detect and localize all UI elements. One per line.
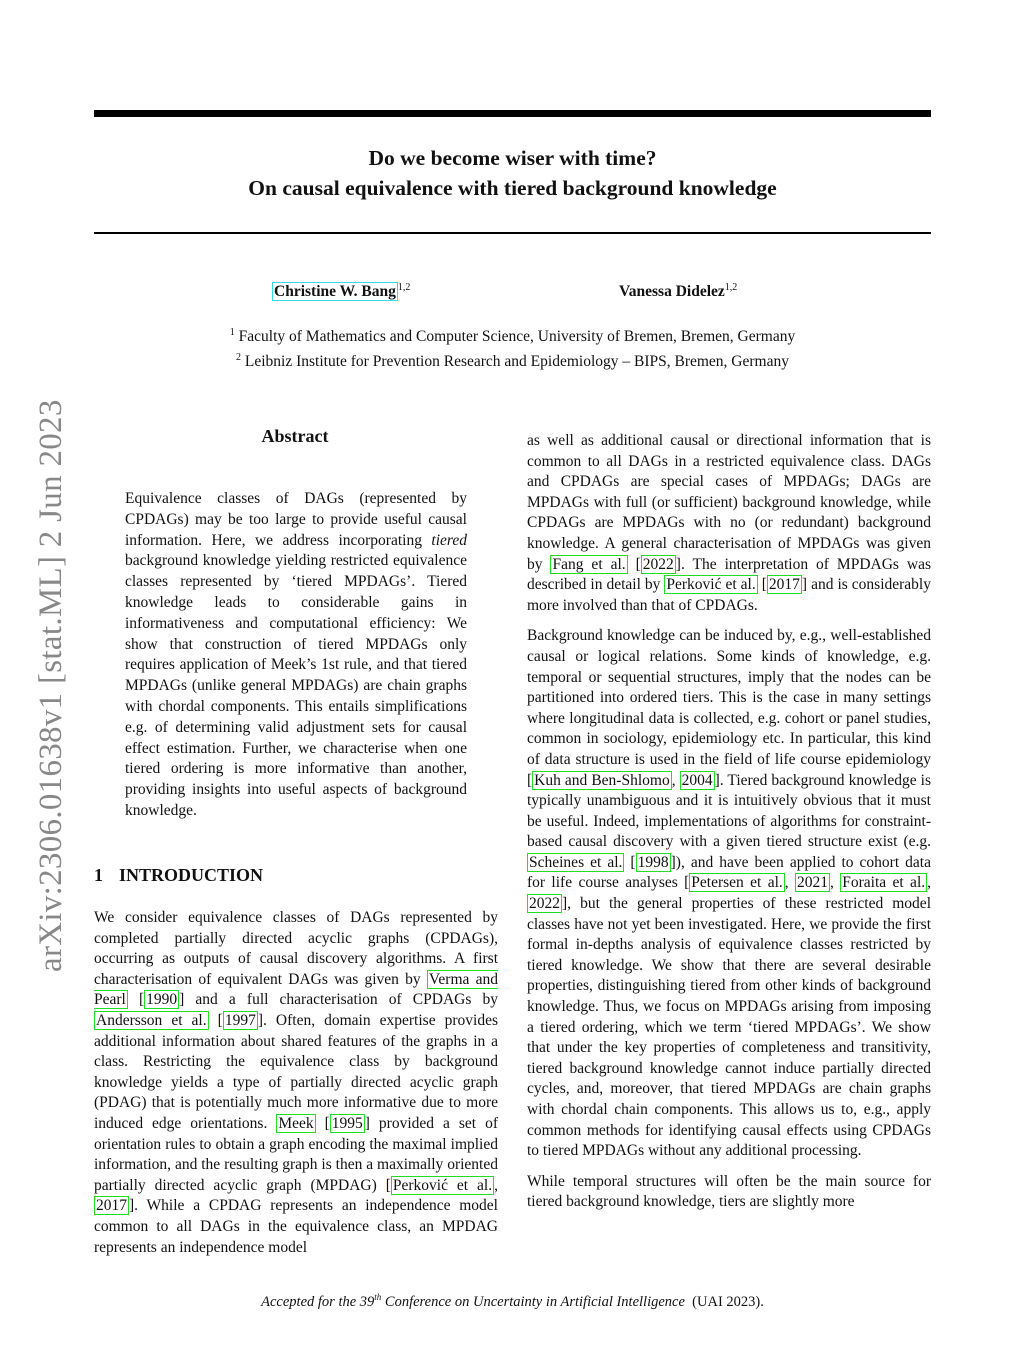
body-text: . The interpretation of MPDAGs was described in detail by	[527, 555, 932, 594]
section-title: INTRODUCTION	[119, 865, 264, 885]
citation-link[interactable]: Perković et al.	[392, 1176, 493, 1194]
abstract-heading: Abstract	[261, 426, 329, 446]
intro-text: and a full characterisation of CPDAGs by	[184, 991, 498, 1009]
citation-link[interactable]: Meek	[278, 1114, 314, 1132]
author-1	[272, 282, 410, 301]
paper-title	[94, 143, 931, 203]
citation-year-link[interactable]: 1995	[331, 1114, 363, 1132]
abstract-text-1: Equivalence classes of DAGs (represented by CPDAGs) may be too large to provide useful causal information. Here, we address incorporating	[125, 490, 467, 549]
body-text: ]. Tiered background knowledge is typically unambiguous and it is intuitively obvious that it must be useful. Indeed, implementations of algorithms for constraint-based causal discovery with a given tiered structure exist (e.g.	[527, 771, 931, 851]
author-1-name-link[interactable]: Christine W. Bang	[274, 283, 396, 301]
affiliations	[94, 322, 931, 372]
citation-year-link[interactable]: 2004	[681, 771, 713, 789]
citation-year-link[interactable]: 1998	[637, 853, 669, 871]
intro-text: We consider equivalence classes of DAGs represented by completed partially directed acyclic graphs (CPDAGs), occurring as outputs of causal discovery algorithms. A first characterisation of equivalent DAGs was given by	[94, 909, 498, 988]
abstract-emph: tiered	[431, 531, 467, 549]
body-text: ), and have been applied to cohort data for life course analyses [	[527, 853, 931, 892]
citation-year-link[interactable]: 2021	[797, 874, 829, 892]
citation-link[interactable]: Scheines et al.	[529, 853, 623, 871]
right-column	[527, 431, 931, 1223]
author-1-affil: 1,2	[397, 282, 411, 293]
abstract-body	[125, 489, 467, 822]
footer-sup: th	[374, 1292, 382, 1302]
author-2-affil: 1,2	[724, 282, 738, 293]
body-text: ], but the general properties of these restricted model classes have not yet been investigated. Here, we provide the first formal in-depths analysis of equivalence classes restricted by tiered knowledge. We show that there are several desirable properties, distinguishing tiered from other kinds of background knowledge. Thus, we focus on MPDAGs arising from imposing a tiered ordering, which we term ‘tiered MPDAGs’. We show that under the key properties of completeness and transitivity, tiered background knowledge cannot induce partially directed cycles, and, moreover, that tiered MPDAGs are chain graphs with chordal chain components. This allows us to, e.g., apply common methods for identifying causal effects using CPDAGs to tiered MPDAGs without any additional processing.	[527, 895, 931, 1160]
abstract-text-2: background knowledge yielding restricted equivalence classes represented by ‘tiered MPDAGs’. Tiered knowledge leads to considerable gains in informativeness and computational efficiency: We show that construction of tiered MPDAGs only requires application of Meek’s 1st rule, and that tiered MPDAGs (unlike general MPDAGs) are chain graphs with chordal components. This entails simplifications e.g. of determining valid adjustment sets for causal effect estimation. Further, we characterise when one tiered ordering is more informative than another, providing insights into useful aspects of background knowledge.	[125, 552, 467, 819]
right-paragraph-3: While temporal structures will often be the main source for tiered background knowledge, tiers are slightly more	[527, 1172, 931, 1211]
affiliation-2	[94, 347, 931, 372]
citation-link[interactable]: Petersen et al.	[691, 874, 783, 892]
citation-year-link[interactable]: 2022	[529, 895, 560, 913]
section-heading	[94, 865, 263, 886]
intro-paragraph: We consider equivalence classes of DAGs represented by completed partially directed acyclic graphs (CPDAGs), occurring as outputs of causal discovery algorithms. A first characterisation of equivalent DAGs was given by Verma and Pearl [ 1990 ] and a full characterisation of CPDAGs by Andersson et al. [ 1997 ]. Often, domain expertise provides additional information about shared features of the graphs in a class. Restricting the equivalence class by background knowledge yields a type of partially directed acyclic graph (PDAG) that is potentially much more informative due to more induced edge orientations. Meek [ 1995 ] provided a set of orientation rules to obtain a graph encoding the maximal implied information, and the resulting graph is then a maximally oriented partially directed acyclic graph (MPDAG) [ Perković et al. , 2017 ]. While a CPDAG represents an independence model common to all DAGs in the equivalence class, an MPDAG represents an independence model	[94, 909, 499, 1256]
affiliation-2-num: 2	[236, 352, 241, 364]
top-rule	[94, 110, 931, 117]
footer-year: (UAI 2023).	[692, 1293, 764, 1310]
citation-link[interactable]: Fang et al.	[552, 555, 626, 573]
body-text: as well as additional causal or directional information that is common to all DAGs in a restricted equivalence class. DAGs and CPDAGs are special cases of MPDAGs; DAGs are MPDAGs with full (or sufficient) background knowledge, while CPDAGs are MPDAGs with no (or redundant) background knowledge. A general characterisation of MPDAGs was given by	[527, 432, 931, 573]
intro-text: . Often, domain expertise provides additional information about shared features of the graphs in a class. Restricting the equivalence class by background knowledge yields a type of partially directed acyclic graph (PDAG) that is potentially much more informative due to more induced edge orientations.	[94, 1011, 499, 1132]
affiliation-1	[94, 322, 931, 347]
citation-link[interactable]: Kuh and Ben-Shlomo	[534, 771, 670, 789]
title-line-2: On causal equivalence with tiered background knowledge	[248, 176, 777, 200]
citation-year-link[interactable]: 2022	[642, 555, 674, 573]
footer-note	[94, 1292, 931, 1311]
title-rule	[94, 232, 931, 234]
footer-pre: Accepted for the 39	[261, 1293, 375, 1310]
citation-link[interactable]: Perković et al.	[666, 576, 756, 594]
author-2-name: Vanessa Didelez	[619, 283, 725, 301]
affiliation-2-text: Leibniz Institute for Prevention Research and Epidemiology – BIPS, Bremen, Germany	[244, 353, 789, 371]
citation-link[interactable]: Andersson et al.	[96, 1011, 207, 1029]
body-text: Background knowledge can be induced by, e.g., well-established causal or logical relations. Some kinds of knowledge, e.g. temporal or sequential structures, imply that the nodes can be partitioned into ordered tiers. This is the case in many settings where longitudinal data is collected, e.g. cohort or panel studies, common in sociology, epidemiology etc. In particular, this kind of data structure is used in the field of life course epidemiology [	[527, 627, 931, 789]
footer-post: Conference on Uncertainty in Artificial Intelligence	[381, 1293, 685, 1310]
citation-link[interactable]: Verma and Pearl	[94, 970, 498, 1009]
citation-year-link[interactable]: 1990	[146, 991, 178, 1009]
affiliation-1-num: 1	[229, 327, 235, 338]
arxiv-stamp[interactable]: arXiv:2306.01638v1 [stat.ML] 2 Jun 2023	[33, 399, 69, 972]
affiliation-1-text: Faculty of Mathematics and Computer Science, University of Bremen, Bremen, Germany	[238, 328, 796, 346]
citation-link[interactable]: Foraita et al.	[842, 874, 926, 892]
intro-text: provided a set of orientation rules to obtain a graph encoding the maximal implied information, and the resulting graph is then a maximally oriented partially directed acyclic graph (MPDAG) [	[94, 1114, 498, 1194]
right-paragraph-1: as well as additional causal or directional information that is common to all DAGs in a restricted equivalence class. DAGs and CPDAGs are special cases of MPDAGs; DAGs are MPDAGs with full (or sufficient) background knowledge, while CPDAGs are MPDAGs with no (or redundant) background knowledge. A general characterisation of MPDAGs was given by Fang et al. [ 2022 ]. The interpretation of MPDAGs was described in detail by Perković et al. [ 2017 ] and is considerably more involved than that of CPDAGs.	[527, 432, 932, 614]
body-text: and is considerably more involved than that of CPDAGs.	[527, 576, 931, 614]
right-paragraph-2: Background knowledge can be induced by, e.g., well-established causal or logical relations. Some kinds of knowledge, e.g. temporal or sequential structures, imply that the nodes can be partitioned into ordered tiers. This is the case in many settings where longitudinal data is collected, e.g. cohort or panel studies, common in sociology, epidemiology etc. In particular, this kind of data structure is used in the field of life course epidemiology [ Kuh and Ben-Shlomo , 2004 ]. Tiered background knowledge is typically unambiguous and it is intuitively obvious that it must be useful. Indeed, implementations of algorithms for constraint-based causal discovery with a given tiered structure exist (e.g. Scheines et al. [ 1998 ]), and have been applied to cohort data for life course analyses [ Petersen et al. , 2021 , Foraita et al. , 2022 ], but the general properties of these restricted model classes have not yet been investigated. Here, we provide the first formal in-depths analysis of equivalence classes restricted by tiered knowledge. We show that there are several desirable properties, distinguishing tiered from other kinds of background knowledge. Thus, we focus on MPDAGs arising from imposing a tiered ordering, which we term ‘tiered MPDAGs’. We show that under the key properties of completeness and transitivity, tiered background knowledge cannot induce partially directed cycles, and, moreover, that tiered MPDAGs are chain graphs with chordal chain components. This allows us to, e.g., apply common methods for identifying causal effects using CPDAGs to tiered MPDAGs without any additional processing.	[527, 627, 931, 1160]
citation-year-link[interactable]: 1997	[224, 1011, 256, 1029]
section-number: 1	[94, 865, 103, 885]
citation-year-link[interactable]: 2017	[768, 576, 800, 594]
author-2	[619, 282, 737, 301]
intro-text: ]. While a CPDAG represents an independence model common to all DAGs in the equivalence class, an MPDAG represents an independence model	[94, 1197, 498, 1256]
title-line-1: Do we become wiser with time?	[368, 146, 657, 170]
citation-year-link[interactable]: 2017	[96, 1197, 127, 1215]
